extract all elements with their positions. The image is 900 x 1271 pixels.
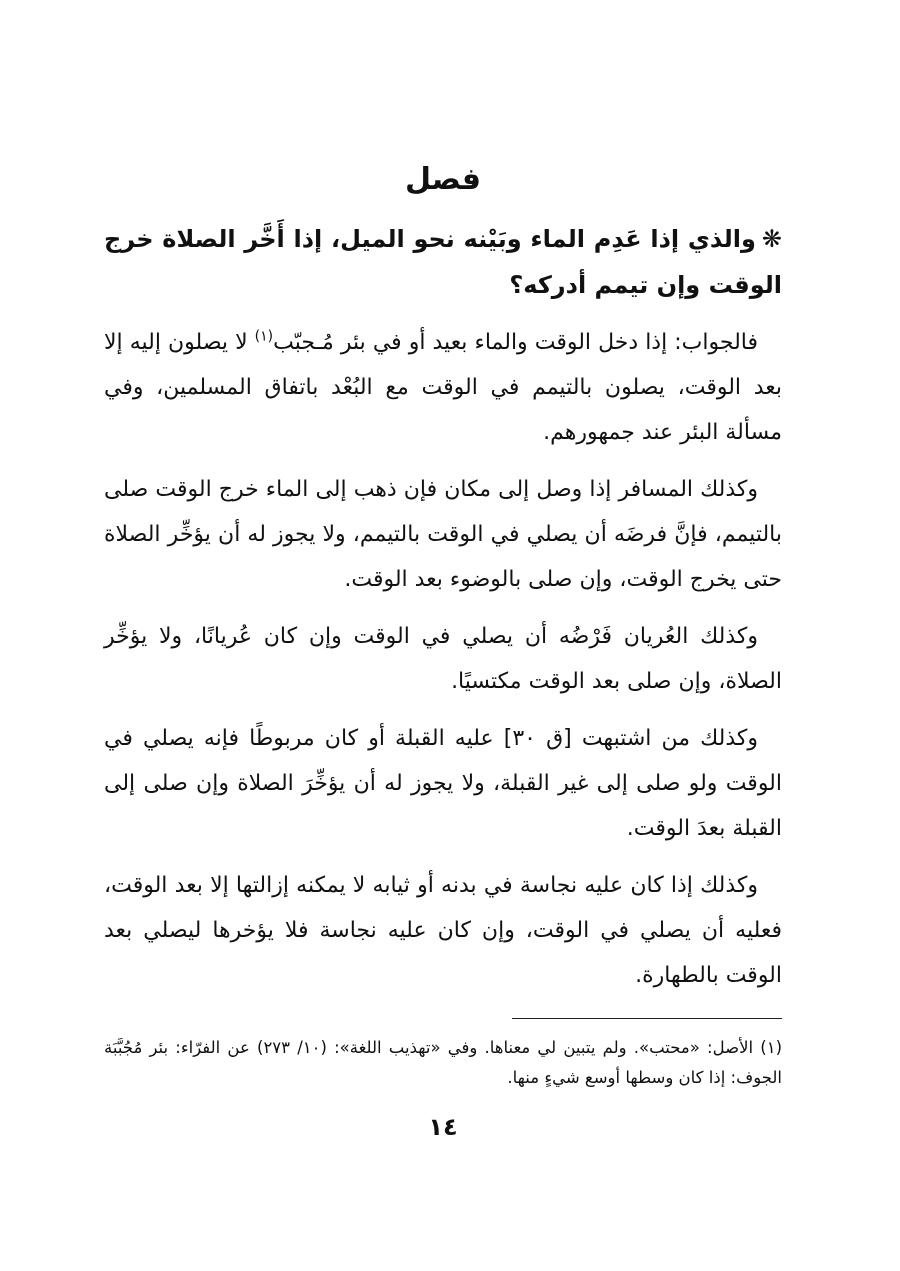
qibla-paragraph: وكذلك من اشتبهت [ق ٣٠] عليه القبلة أو كان مربوطًا فإنه يصلي في الوقت ولو صلى إلى غير القبلة، ولا يجوز له أن يؤخِّرَ الصلاة وإن صلى إلى القبلة بعدَ الوقت. [104, 726, 782, 841]
naked-paragraph: وكذلك العُريان فَرْضُه أن يصلي في الوقت وإن كان عُريانًا، ولا يؤخِّر الصلاة، وإن صلى بعد الوقت مكتسيًا. [104, 624, 782, 694]
answer-text-end: لا يصلون إليه إلا بعد الوقت، يصلون بالتيمم في الوقت مع البُعْد باتفاق المسلمين، وفي مسألة البئر عند جمهورهم. [104, 330, 782, 445]
answer-paragraph [104, 320, 782, 455]
question-paragraph [104, 216, 782, 308]
section-title: فصل [405, 162, 481, 197]
footnote [104, 1033, 782, 1093]
asterism-icon: ❋ [761, 225, 782, 253]
footnote-number: (١) [760, 1038, 783, 1057]
answer-text-start: فالجواب: إذا دخل الوقت والماء بعيد أو في بئر مُـجبّب [273, 330, 758, 355]
book-page [104, 150, 782, 1271]
footnote-text: الأصل: «محتب». ولم يتبين لي معناها. وفي «تهذيب اللغة»: (١٠/ ٢٧٣) عن الفرّاء: بئر مُجُبَّبَة الجوف: إذا كان وسطها أوسع شيءٍ منها. [104, 1038, 782, 1087]
footnote-divider [512, 1018, 782, 1019]
impurity-paragraph: وكذلك إذا كان عليه نجاسة في بدنه أو ثيابه لا يمكنه إزالتها إلا بعد الوقت، فعليه أن يصلي في الوقت، وإن كان عليه نجاسة فلا يؤخرها ليصلي بعد الوقت بالطهارة. [104, 873, 782, 988]
question-text: والذي إذا عَدِم الماء وبَيْنه نحو الميل، إذا أَخَّر الصلاة خرج الوقت وإن تيمم أدركه؟ [104, 225, 782, 299]
page-number: ١٤ [428, 1113, 458, 1141]
traveler-paragraph: وكذلك المسافر إذا وصل إلى مكان فإن ذهب إلى الماء خرج الوقت صلى بالتيمم، فإنَّ فرضَه أن يصلي في الوقت بالتيمم، ولا يجوز له أن يؤخِّر الصلاة حتى يخرج الوقت، وإن صلى بالوضوء بعد الوقت. [104, 477, 782, 592]
footnote-reference: (١) [254, 328, 274, 345]
